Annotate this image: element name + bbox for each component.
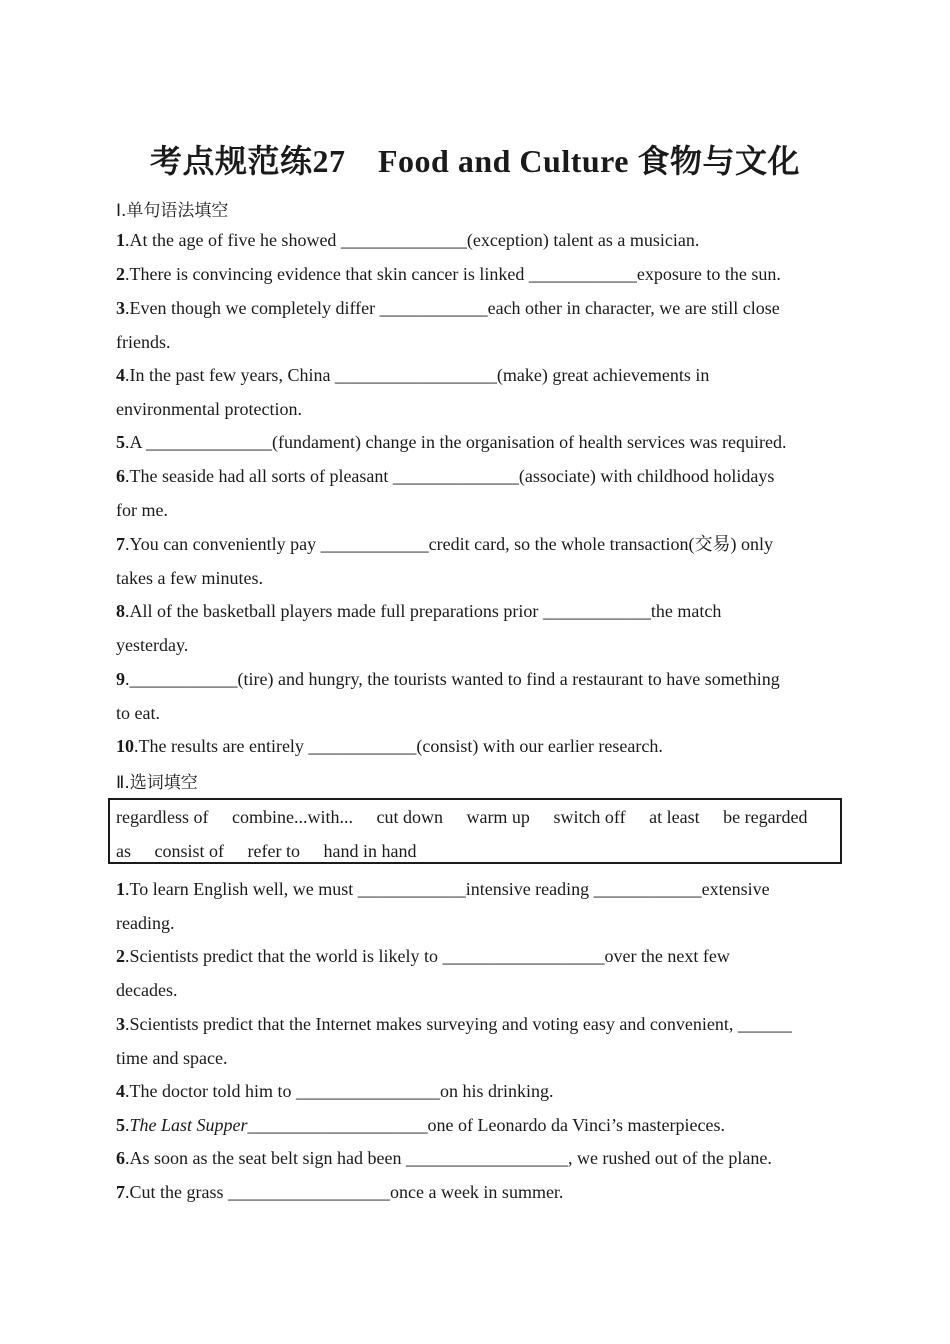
word-bank-line-1 [116,800,827,834]
word-bank-item: combine...with... [231,807,353,827]
question-number: 7 [116,1182,125,1202]
question-number: 5 [116,1115,125,1135]
word-bank-item: as [116,841,131,861]
question-text-continued: decades. [116,980,178,1000]
section-heading-word-choice: Ⅱ.选词填空 [116,773,198,793]
question-text: .The doctor told him to ________________on his drinking. [125,1081,554,1101]
choice-question-6 [116,1141,836,1175]
question-text: .A ______________(fundament) change in the organisation of health services was required. [125,432,787,452]
question-text: .The results are entirely ____________(consist) with our earlier research. [134,736,663,756]
question-text: .Even though we completely differ ____________each other in character, we are still close [125,298,780,318]
grammar-question-6 [116,459,836,527]
italic-title: The Last Supper [129,1115,248,1135]
question-text: .Scientists predict that the Internet makes surveying and voting easy and convenient, ______ [125,1014,792,1034]
choice-question-2 [116,939,836,1007]
section-heading-grammar: Ⅰ.单句语法填空 [116,201,229,221]
word-bank-item: warm up [466,807,530,827]
word-bank-item: switch off [553,807,626,827]
question-text-continued: takes a few minutes. [116,568,263,588]
word-bank-item: consist of [154,841,224,861]
question-number: 7 [116,534,125,554]
question-text-continued: for me. [116,500,168,520]
choice-question-4 [116,1074,836,1108]
word-bank-item: at least [649,807,700,827]
question-text: .There is convincing evidence that skin cancer is linked ____________exposure to the sun. [125,264,781,284]
question-number: 10 [116,736,134,756]
question-text: .At the age of five he showed ______________(exception) talent as a musician. [125,230,700,250]
question-text-continued: reading. [116,913,175,933]
question-number: 1 [116,879,125,899]
question-number: 6 [116,1148,125,1168]
question-text-after: ____________________one of Leonardo da Vinci’s masterpieces. [247,1115,725,1135]
question-text: .Scientists predict that the world is likely to __________________over the next few [125,946,730,966]
question-text: .____________(tire) and hungry, the tourists wanted to find a restaurant to have something [125,669,780,689]
choice-question-7 [116,1175,836,1209]
question-number: 9 [116,669,125,689]
question-text: .As soon as the seat belt sign had been __________________, we rushed out of the plane. [125,1148,772,1168]
word-bank-box [108,798,842,864]
question-text: .In the past few years, China __________________(make) great achievements in [125,365,710,385]
question-text-continued: to eat. [116,703,160,723]
grammar-question-8 [116,594,836,662]
grammar-question-7 [116,527,836,595]
grammar-question-10 [116,729,836,763]
word-bank-item: be regarded [723,807,808,827]
question-text-continued: time and space. [116,1048,228,1068]
word-bank-item: hand in hand [323,841,417,861]
question-number: 5 [116,432,125,452]
question-number: 1 [116,230,125,250]
page-title: 考点规范练27 Food and Culture 食物与文化 [149,143,801,179]
question-number: 8 [116,601,125,621]
grammar-question-3 [116,291,836,359]
question-text: .To learn English well, we must ____________intensive reading ____________extensive [125,879,770,899]
question-text: .The seaside had all sorts of pleasant ______________(associate) with childhood holidays [125,466,775,486]
question-number: 4 [116,1081,125,1101]
question-text: .You can conveniently pay ____________credit card, so the whole transaction(交易) only [125,534,774,554]
question-text: .Cut the grass __________________once a week in summer. [125,1182,564,1202]
question-text-continued: environmental protection. [116,399,302,419]
question-text-continued: yesterday. [116,635,189,655]
question-text-continued: friends. [116,332,171,352]
question-number: 4 [116,365,125,385]
grammar-question-4 [116,358,836,426]
question-number: 3 [116,1014,125,1034]
grammar-question-5 [116,425,836,459]
choice-question-3 [116,1007,836,1075]
question-number: 2 [116,946,125,966]
question-number: 6 [116,466,125,486]
choice-question-1 [116,872,836,940]
grammar-question-1 [116,223,836,257]
question-text: .All of the basketball players made full preparations prior ____________the match [125,601,722,621]
word-bank-item: refer to [247,841,300,861]
question-number: 3 [116,298,125,318]
grammar-question-2 [116,257,836,291]
word-bank-line-2 [116,834,435,868]
question-text: . [125,1115,130,1135]
word-bank-item: cut down [376,807,443,827]
choice-question-5 [116,1108,836,1142]
word-bank-item: regardless of [116,807,209,827]
grammar-question-9 [116,662,836,730]
question-number: 2 [116,264,125,284]
